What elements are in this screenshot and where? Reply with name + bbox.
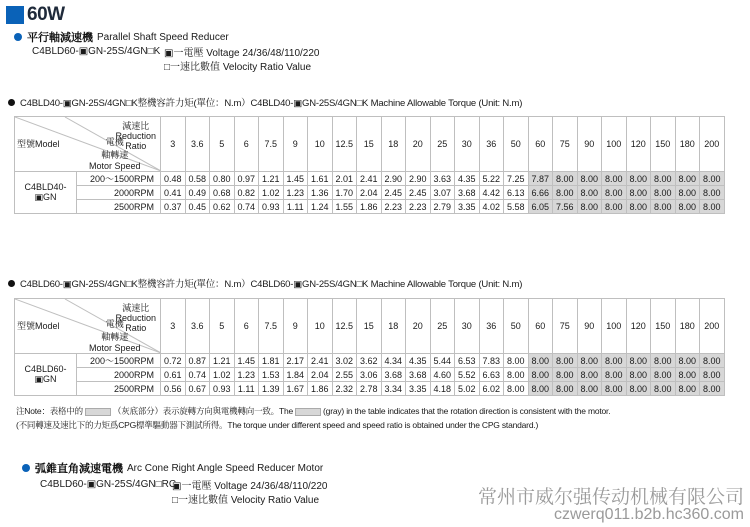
power-title: 60W [27,4,65,25]
torque-table-60 [14,298,725,396]
ratio-header: 30 [455,299,480,354]
torque-cell: 1.11 [283,200,308,214]
table-row [15,186,725,200]
model-label: 型號Model [17,321,60,331]
torque-cell: 0.68 [210,186,235,200]
ratio-header: 12.5 [332,117,357,172]
ratio-header: 30 [455,117,480,172]
torque-cell: 8.00 [528,382,553,396]
torque-cell: 8.00 [577,186,602,200]
torque-cell: 1.84 [283,368,308,382]
torque-cell: 8.00 [675,200,700,214]
note-line-1: 注Note：表格中的 （灰底部分）表示旋轉方向與電機轉向一致。The (gray) in the table indicates that the rotation direction is consistent with the motor. [16,406,611,416]
torque-cell: 1.21 [259,172,284,186]
ratio-header: 6 [234,299,259,354]
torque-cell: 1.23 [234,368,259,382]
torque-cell: 2.04 [357,186,382,200]
motor-speed-label: 電機 軸轉速 Motor Speed [89,319,141,353]
torque-cell: 7.87 [528,172,553,186]
torque-cell: 0.45 [185,200,210,214]
torque-cell: 3.02 [332,354,357,368]
torque-cell: 1.02 [210,368,235,382]
torque-cell: 2.23 [406,200,431,214]
torque-cell: 0.74 [185,368,210,382]
torque-cell: 2.45 [406,186,431,200]
header-labels [15,117,160,171]
torque-cell: 8.00 [626,186,651,200]
ratio-header: 10 [308,117,333,172]
ratio-header: 15 [357,299,382,354]
torque-cell: 2.55 [332,368,357,382]
torque-cell: 4.35 [406,354,431,368]
ratio-header: 200 [700,117,725,172]
torque-cell: 8.00 [651,368,676,382]
torque-cell: 4.42 [479,186,504,200]
torque-cell: 8.00 [602,200,627,214]
torque-cell: 8.00 [553,172,578,186]
ratio-header: 7.5 [259,299,284,354]
ratio-header: 12.5 [332,299,357,354]
table2-caption: C4BLD60-▣GN-25S/4GN□K整機容許力矩(單位：N.m）C4BLD60-▣GN-25S/4GN□K Machine Allowable Torque (Unit: N.m) [8,276,522,290]
torque-cell: 8.00 [602,382,627,396]
ratio-header: 6 [234,117,259,172]
table-header-row [15,299,725,354]
ratio-header: 60 [528,299,553,354]
torque-cell: 0.93 [210,382,235,396]
torque-cell: 1.53 [259,368,284,382]
ratio-header: 3.6 [185,117,210,172]
torque-cell: 3.06 [357,368,382,382]
speed-cell: 2000RPM [77,186,161,200]
torque-cell: 0.37 [161,200,186,214]
torque-cell: 3.68 [381,368,406,382]
torque-cell: 8.00 [700,186,725,200]
torque-cell: 5.22 [479,172,504,186]
torque-cell: 1.45 [234,354,259,368]
model-label: 型號Model [17,139,60,149]
torque-cell: 2.78 [357,382,382,396]
torque-cell: 0.97 [234,172,259,186]
ratio-header: 3.6 [185,299,210,354]
torque-cell: 4.60 [430,368,455,382]
ratio-header: 3 [161,299,186,354]
table1-caption: C4BLD40-▣GN-25S/4GN□K整機容許力矩(單位：N.m）C4BLD40-▣GN-25S/4GN□K Machine Allowable Torque (Unit: N.m) [8,95,522,109]
torque-cell: 8.00 [651,354,676,368]
torque-cell: 8.00 [626,368,651,382]
torque-cell: 0.80 [210,172,235,186]
torque-cell: 3.68 [455,186,480,200]
torque-cell: 0.67 [185,382,210,396]
ratio-header: 18 [381,117,406,172]
speed-cell: 2500RPM [77,382,161,396]
model-code: C4BLD60-▣GN-25S/4GN□K [32,45,161,57]
speed-cell: 200～1500RPM [77,354,161,368]
ratio-header: 90 [577,299,602,354]
torque-cell: 0.61 [161,368,186,382]
torque-cell: 8.00 [528,368,553,382]
ratio-header: 20 [406,117,431,172]
torque-cell: 1.61 [308,172,333,186]
arc-cone-title: 弧錐直角減速電機 Arc Cone Right Angle Speed Reducer Motor [22,460,323,476]
torque-cell: 8.00 [626,200,651,214]
torque-cell: 8.00 [602,186,627,200]
torque-cell: 8.00 [553,382,578,396]
torque-cell: 0.58 [185,172,210,186]
torque-cell: 0.72 [161,354,186,368]
table-corner-header [15,117,161,172]
torque-cell: 1.86 [357,200,382,214]
ratio-header: 20 [406,299,431,354]
torque-cell: 3.35 [455,200,480,214]
torque-cell: 4.35 [455,172,480,186]
torque-cell: 2.23 [381,200,406,214]
bullet-icon [8,280,15,287]
torque-cell: 2.79 [430,200,455,214]
torque-cell: 2.41 [357,172,382,186]
torque-cell: 8.00 [675,172,700,186]
torque-cell: 3.34 [381,382,406,396]
ratio-header: 120 [626,299,651,354]
torque-cell: 5.58 [504,200,529,214]
torque-cell: 1.81 [259,354,284,368]
torque-cell: 8.00 [700,172,725,186]
torque-cell: 2.01 [332,172,357,186]
torque-cell: 1.67 [283,382,308,396]
ratio-header: 5 [210,299,235,354]
torque-cell: 8.00 [504,382,529,396]
torque-cell: 1.86 [308,382,333,396]
torque-cell: 2.32 [332,382,357,396]
ratio-header: 36 [479,299,504,354]
torque-cell: 3.07 [430,186,455,200]
torque-cell: 4.18 [430,382,455,396]
torque-table-40 [14,116,725,214]
torque-cell: 4.34 [381,354,406,368]
torque-cell: 6.13 [504,186,529,200]
speed-cell: 2000RPM [77,368,161,382]
torque-cell: 4.02 [479,200,504,214]
torque-cell: 8.00 [504,368,529,382]
torque-cell: 8.00 [602,354,627,368]
ratio-header: 200 [700,299,725,354]
gray-swatch [85,408,111,416]
torque-cell: 8.00 [577,354,602,368]
ratio-legend: □一速比數值 Velocity Ratio Value [172,494,320,506]
torque-cell: 1.11 [234,382,259,396]
reduction-ratio-label: 減速比 Reduction Ratio [115,303,156,333]
ratio-header: 9 [283,299,308,354]
speed-cell: 2500RPM [77,200,161,214]
heading-square-icon [6,6,24,24]
ratio-header: 25 [430,299,455,354]
torque-cell: 2.41 [308,354,333,368]
torque-cell: 1.70 [332,186,357,200]
torque-cell: 8.00 [553,354,578,368]
ratio-header: 25 [430,117,455,172]
torque-cell: 8.00 [553,368,578,382]
speed-cell: 200～1500RPM [77,172,161,186]
torque-cell: 7.56 [553,200,578,214]
ratio-header: 120 [626,117,651,172]
torque-cell: 0.48 [161,172,186,186]
bullet-icon [8,99,15,106]
torque-cell: 8.00 [700,368,725,382]
bullet-icon [22,464,30,472]
header-labels [15,299,160,353]
table-row [15,382,725,396]
torque-cell: 8.00 [577,200,602,214]
torque-cell: 3.68 [406,368,431,382]
torque-cell: 2.90 [381,172,406,186]
table-corner-header [15,299,161,354]
torque-cell: 6.53 [455,354,480,368]
ratio-header: 7.5 [259,117,284,172]
torque-cell: 1.23 [283,186,308,200]
torque-cell: 6.05 [528,200,553,214]
torque-cell: 2.04 [308,368,333,382]
torque-cell: 0.87 [185,354,210,368]
voltage-legend: ▣一電壓 Voltage 24/36/48/110/220 [164,47,320,59]
ratio-legend: □一速比數值 Velocity Ratio Value [164,61,312,73]
torque-cell: 8.00 [651,382,676,396]
torque-cell: 8.00 [675,382,700,396]
torque-cell: 0.82 [234,186,259,200]
torque-cell: 8.00 [577,382,602,396]
model-cell: C4BLD40-▣GN [15,172,77,214]
ratio-header: 60 [528,117,553,172]
torque-cell: 2.45 [381,186,406,200]
ratio-header: 180 [675,299,700,354]
table-header-row [15,117,725,172]
gray-swatch [295,408,321,416]
motor-speed-label: 電機 軸轉速 Motor Speed [89,137,141,171]
torque-cell: 1.55 [332,200,357,214]
torque-cell: 6.63 [479,368,504,382]
table-row [15,368,725,382]
torque-cell: 8.00 [626,382,651,396]
torque-cell: 7.25 [504,172,529,186]
torque-cell: 6.66 [528,186,553,200]
torque-cell: 8.00 [528,354,553,368]
parallel-model-legend [32,44,319,72]
model-code: C4BLD60-▣GN-25S/4GN□RC [40,478,177,490]
torque-cell: 8.00 [504,354,529,368]
torque-cell: 8.00 [553,186,578,200]
torque-cell: 8.00 [602,368,627,382]
torque-cell: 8.00 [651,186,676,200]
torque-cell: 8.00 [577,172,602,186]
ratio-header: 10 [308,299,333,354]
torque-cell: 0.62 [210,200,235,214]
torque-cell: 8.00 [675,186,700,200]
reduction-ratio-label: 減速比 Reduction Ratio [115,121,156,151]
torque-cell: 1.45 [283,172,308,186]
ratio-header: 150 [651,299,676,354]
torque-cell: 8.00 [626,172,651,186]
voltage-legend: ▣一電壓 Voltage 24/36/48/110/220 [172,480,328,492]
ratio-header: 75 [553,117,578,172]
ratio-header: 5 [210,117,235,172]
torque-cell: 2.90 [406,172,431,186]
table-row [15,200,725,214]
torque-cell: 1.02 [259,186,284,200]
ratio-header: 100 [602,117,627,172]
model-cell: C4BLD60-▣GN [15,354,77,396]
torque-cell: 0.49 [185,186,210,200]
torque-cell: 6.02 [479,382,504,396]
torque-cell: 1.21 [210,354,235,368]
torque-cell: 8.00 [675,368,700,382]
ratio-header: 15 [357,117,382,172]
bullet-icon [14,33,22,41]
ratio-header: 50 [504,117,529,172]
ratio-header: 36 [479,117,504,172]
torque-cell: 8.00 [602,172,627,186]
ratio-header: 90 [577,117,602,172]
table-row [15,172,725,186]
torque-cell: 5.02 [455,382,480,396]
torque-cell: 0.93 [259,200,284,214]
ratio-header: 150 [651,117,676,172]
parallel-shaft-title: 平行軸減速機 Parallel Shaft Speed Reducer [14,29,229,45]
ratio-header: 9 [283,117,308,172]
torque-cell: 1.24 [308,200,333,214]
ratio-header: 180 [675,117,700,172]
torque-cell: 8.00 [700,354,725,368]
torque-cell: 3.62 [357,354,382,368]
torque-cell: 3.63 [430,172,455,186]
watermark-url: czwerq011.b2b.hc360.com [553,506,744,523]
torque-cell: 5.52 [455,368,480,382]
torque-cell: 1.36 [308,186,333,200]
torque-cell: 8.00 [700,200,725,214]
ratio-header: 100 [602,299,627,354]
ratio-header: 50 [504,299,529,354]
torque-cell: 0.41 [161,186,186,200]
torque-cell: 8.00 [577,368,602,382]
torque-cell: 0.74 [234,200,259,214]
torque-cell: 8.00 [626,354,651,368]
torque-cell: 0.56 [161,382,186,396]
torque-cell: 2.17 [283,354,308,368]
torque-cell: 5.44 [430,354,455,368]
torque-cell: 8.00 [700,382,725,396]
torque-cell: 3.35 [406,382,431,396]
section-heading [6,4,65,26]
ratio-header: 3 [161,117,186,172]
torque-cell: 8.00 [651,172,676,186]
arc-model-legend [40,477,327,505]
table-row [15,354,725,368]
watermark-company: 常州市威尔强传动机械有限公司 [477,487,744,508]
torque-cell: 7.83 [479,354,504,368]
note-line-2: (不同轉速及速比下的力矩爲CPG標準驅動器下測試所得。The torque under different speed and speed ratio is obtained under the CPG standard.) [16,420,539,430]
ratio-header: 75 [553,299,578,354]
torque-cell: 1.39 [259,382,284,396]
torque-cell: 8.00 [675,354,700,368]
ratio-header: 18 [381,299,406,354]
torque-cell: 8.00 [651,200,676,214]
